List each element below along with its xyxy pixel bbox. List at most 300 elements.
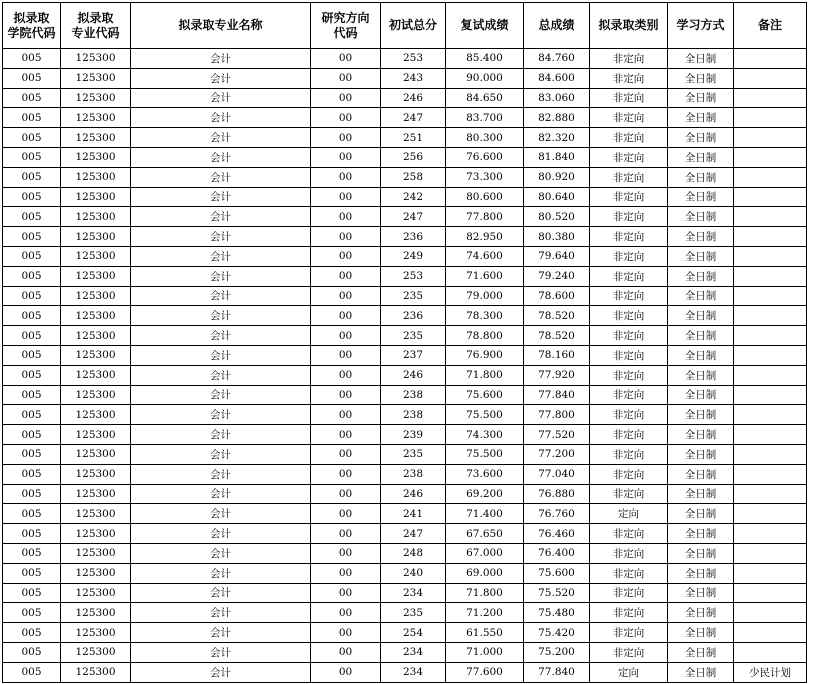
cell-total-score: 75.600 bbox=[524, 563, 590, 583]
cell-remarks bbox=[734, 345, 807, 365]
cell-major-code: 125300 bbox=[61, 49, 131, 69]
cell-retest-score: 78.800 bbox=[446, 326, 524, 346]
cell-remarks bbox=[734, 524, 807, 544]
cell-retest-score: 71.800 bbox=[446, 365, 524, 385]
header-prelim-total bbox=[381, 3, 446, 49]
cell-direction-code: 00 bbox=[311, 128, 381, 148]
cell-college-code: 005 bbox=[3, 385, 61, 405]
table-row bbox=[3, 207, 807, 227]
cell-major-code: 125300 bbox=[61, 504, 131, 524]
table-row bbox=[3, 623, 807, 643]
cell-major-name: 会计 bbox=[131, 484, 311, 504]
cell-total-score: 84.760 bbox=[524, 49, 590, 69]
header-total-score bbox=[524, 3, 590, 49]
cell-college-code: 005 bbox=[3, 583, 61, 603]
header-college-code-line: 学院代码 bbox=[7, 25, 56, 40]
cell-direction-code: 00 bbox=[311, 207, 381, 227]
cell-retest-score: 69.000 bbox=[446, 563, 524, 583]
cell-admission-type: 非定向 bbox=[590, 266, 668, 286]
header-major-code bbox=[61, 3, 131, 49]
cell-retest-score: 75.500 bbox=[446, 444, 524, 464]
cell-retest-score: 71.600 bbox=[446, 266, 524, 286]
cell-retest-score: 77.600 bbox=[446, 662, 524, 682]
cell-total-score: 76.460 bbox=[524, 524, 590, 544]
cell-direction-code: 00 bbox=[311, 504, 381, 524]
cell-remarks: 少民计划 bbox=[734, 662, 807, 682]
cell-study-mode: 全日制 bbox=[668, 405, 734, 425]
cell-major-name: 会计 bbox=[131, 583, 311, 603]
table-row bbox=[3, 405, 807, 425]
cell-major-code: 125300 bbox=[61, 563, 131, 583]
cell-major-code: 125300 bbox=[61, 405, 131, 425]
cell-college-code: 005 bbox=[3, 504, 61, 524]
cell-prelim-total: 256 bbox=[381, 147, 446, 167]
cell-total-score: 76.760 bbox=[524, 504, 590, 524]
cell-admission-type: 定向 bbox=[590, 662, 668, 682]
table-row bbox=[3, 524, 807, 544]
table-row bbox=[3, 286, 807, 306]
cell-college-code: 005 bbox=[3, 642, 61, 662]
table-row bbox=[3, 187, 807, 207]
cell-remarks bbox=[734, 147, 807, 167]
cell-major-code: 125300 bbox=[61, 484, 131, 504]
cell-total-score: 76.880 bbox=[524, 484, 590, 504]
cell-retest-score: 73.600 bbox=[446, 464, 524, 484]
cell-study-mode: 全日制 bbox=[668, 603, 734, 623]
cell-major-name: 会计 bbox=[131, 306, 311, 326]
cell-direction-code: 00 bbox=[311, 583, 381, 603]
cell-major-name: 会计 bbox=[131, 365, 311, 385]
table-row bbox=[3, 563, 807, 583]
cell-total-score: 78.600 bbox=[524, 286, 590, 306]
cell-major-name: 会计 bbox=[131, 49, 311, 69]
cell-total-score: 76.400 bbox=[524, 543, 590, 563]
cell-prelim-total: 239 bbox=[381, 425, 446, 445]
cell-prelim-total: 234 bbox=[381, 662, 446, 682]
cell-remarks bbox=[734, 227, 807, 247]
cell-study-mode: 全日制 bbox=[668, 484, 734, 504]
cell-major-name: 会计 bbox=[131, 345, 311, 365]
cell-study-mode: 全日制 bbox=[668, 306, 734, 326]
table-row bbox=[3, 484, 807, 504]
cell-major-name: 会计 bbox=[131, 662, 311, 682]
cell-college-code: 005 bbox=[3, 88, 61, 108]
cell-prelim-total: 249 bbox=[381, 246, 446, 266]
cell-direction-code: 00 bbox=[311, 246, 381, 266]
cell-study-mode: 全日制 bbox=[668, 563, 734, 583]
cell-retest-score: 90.000 bbox=[446, 68, 524, 88]
cell-study-mode: 全日制 bbox=[668, 266, 734, 286]
cell-total-score: 80.520 bbox=[524, 207, 590, 227]
cell-total-score: 75.200 bbox=[524, 642, 590, 662]
cell-admission-type: 非定向 bbox=[590, 167, 668, 187]
cell-total-score: 81.840 bbox=[524, 147, 590, 167]
header-remarks bbox=[734, 3, 807, 49]
cell-admission-type: 非定向 bbox=[590, 246, 668, 266]
cell-remarks bbox=[734, 444, 807, 464]
cell-admission-type: 非定向 bbox=[590, 425, 668, 445]
cell-prelim-total: 235 bbox=[381, 326, 446, 346]
cell-major-name: 会计 bbox=[131, 68, 311, 88]
cell-prelim-total: 246 bbox=[381, 365, 446, 385]
cell-total-score: 82.880 bbox=[524, 108, 590, 128]
cell-prelim-total: 242 bbox=[381, 187, 446, 207]
cell-remarks bbox=[734, 642, 807, 662]
cell-direction-code: 00 bbox=[311, 88, 381, 108]
cell-retest-score: 74.600 bbox=[446, 246, 524, 266]
cell-major-code: 125300 bbox=[61, 543, 131, 563]
cell-remarks bbox=[734, 623, 807, 643]
cell-college-code: 005 bbox=[3, 68, 61, 88]
cell-major-code: 125300 bbox=[61, 266, 131, 286]
cell-study-mode: 全日制 bbox=[668, 365, 734, 385]
cell-remarks bbox=[734, 49, 807, 69]
cell-admission-type: 非定向 bbox=[590, 108, 668, 128]
cell-retest-score: 85.400 bbox=[446, 49, 524, 69]
table-row bbox=[3, 147, 807, 167]
cell-major-name: 会计 bbox=[131, 246, 311, 266]
cell-college-code: 005 bbox=[3, 306, 61, 326]
admission-table bbox=[2, 2, 807, 683]
table-row bbox=[3, 583, 807, 603]
cell-college-code: 005 bbox=[3, 543, 61, 563]
cell-prelim-total: 235 bbox=[381, 603, 446, 623]
cell-prelim-total: 254 bbox=[381, 623, 446, 643]
cell-remarks bbox=[734, 88, 807, 108]
cell-college-code: 005 bbox=[3, 326, 61, 346]
cell-admission-type: 非定向 bbox=[590, 642, 668, 662]
table-header bbox=[3, 3, 807, 49]
cell-prelim-total: 234 bbox=[381, 642, 446, 662]
cell-college-code: 005 bbox=[3, 108, 61, 128]
header-direction-code-line: 研究方向 bbox=[321, 10, 370, 25]
cell-study-mode: 全日制 bbox=[668, 227, 734, 247]
header-major-code-line: 专业代码 bbox=[71, 25, 120, 40]
cell-retest-score: 61.550 bbox=[446, 623, 524, 643]
cell-major-name: 会计 bbox=[131, 207, 311, 227]
cell-study-mode: 全日制 bbox=[668, 246, 734, 266]
table-row bbox=[3, 425, 807, 445]
cell-total-score: 77.840 bbox=[524, 662, 590, 682]
cell-retest-score: 71.200 bbox=[446, 603, 524, 623]
cell-direction-code: 00 bbox=[311, 444, 381, 464]
cell-major-code: 125300 bbox=[61, 147, 131, 167]
cell-direction-code: 00 bbox=[311, 543, 381, 563]
table-row bbox=[3, 326, 807, 346]
cell-direction-code: 00 bbox=[311, 345, 381, 365]
table-row bbox=[3, 88, 807, 108]
cell-admission-type: 非定向 bbox=[590, 583, 668, 603]
cell-prelim-total: 248 bbox=[381, 543, 446, 563]
header-major-name bbox=[131, 3, 311, 49]
header-retest-score-line: 复试成绩 bbox=[460, 18, 509, 32]
table-row bbox=[3, 246, 807, 266]
cell-prelim-total: 234 bbox=[381, 583, 446, 603]
cell-total-score: 78.520 bbox=[524, 306, 590, 326]
cell-college-code: 005 bbox=[3, 425, 61, 445]
cell-college-code: 005 bbox=[3, 365, 61, 385]
cell-prelim-total: 243 bbox=[381, 68, 446, 88]
cell-admission-type: 非定向 bbox=[590, 128, 668, 148]
cell-college-code: 005 bbox=[3, 246, 61, 266]
cell-major-name: 会计 bbox=[131, 464, 311, 484]
cell-total-score: 78.160 bbox=[524, 345, 590, 365]
cell-study-mode: 全日制 bbox=[668, 345, 734, 365]
cell-total-score: 77.840 bbox=[524, 385, 590, 405]
cell-remarks bbox=[734, 464, 807, 484]
cell-admission-type: 非定向 bbox=[590, 444, 668, 464]
cell-prelim-total: 253 bbox=[381, 49, 446, 69]
cell-prelim-total: 247 bbox=[381, 207, 446, 227]
cell-retest-score: 78.300 bbox=[446, 306, 524, 326]
cell-major-code: 125300 bbox=[61, 385, 131, 405]
cell-retest-score: 71.400 bbox=[446, 504, 524, 524]
cell-major-code: 125300 bbox=[61, 524, 131, 544]
cell-study-mode: 全日制 bbox=[668, 504, 734, 524]
cell-admission-type: 非定向 bbox=[590, 88, 668, 108]
cell-retest-score: 75.500 bbox=[446, 405, 524, 425]
cell-total-score: 77.040 bbox=[524, 464, 590, 484]
table-row bbox=[3, 603, 807, 623]
cell-total-score: 80.380 bbox=[524, 227, 590, 247]
header-total-score-line: 总成绩 bbox=[538, 18, 575, 32]
cell-major-code: 125300 bbox=[61, 444, 131, 464]
table-row bbox=[3, 128, 807, 148]
cell-major-code: 125300 bbox=[61, 227, 131, 247]
cell-admission-type: 非定向 bbox=[590, 385, 668, 405]
cell-study-mode: 全日制 bbox=[668, 167, 734, 187]
header-study-mode bbox=[668, 3, 734, 49]
cell-total-score: 79.640 bbox=[524, 246, 590, 266]
header-direction-code-line: 代码 bbox=[333, 25, 358, 40]
cell-major-code: 125300 bbox=[61, 286, 131, 306]
table-row bbox=[3, 662, 807, 682]
cell-retest-score: 71.000 bbox=[446, 642, 524, 662]
cell-major-name: 会计 bbox=[131, 623, 311, 643]
cell-retest-score: 73.300 bbox=[446, 167, 524, 187]
table-row bbox=[3, 444, 807, 464]
cell-admission-type: 非定向 bbox=[590, 365, 668, 385]
cell-college-code: 005 bbox=[3, 464, 61, 484]
cell-study-mode: 全日制 bbox=[668, 524, 734, 544]
cell-remarks bbox=[734, 108, 807, 128]
cell-remarks bbox=[734, 68, 807, 88]
cell-major-name: 会计 bbox=[131, 187, 311, 207]
cell-college-code: 005 bbox=[3, 405, 61, 425]
cell-remarks bbox=[734, 187, 807, 207]
cell-admission-type: 非定向 bbox=[590, 68, 668, 88]
cell-major-name: 会计 bbox=[131, 425, 311, 445]
cell-study-mode: 全日制 bbox=[668, 128, 734, 148]
cell-major-code: 125300 bbox=[61, 207, 131, 227]
cell-direction-code: 00 bbox=[311, 642, 381, 662]
cell-major-code: 125300 bbox=[61, 603, 131, 623]
table-body bbox=[3, 49, 807, 683]
cell-major-code: 125300 bbox=[61, 128, 131, 148]
cell-major-code: 125300 bbox=[61, 88, 131, 108]
cell-remarks bbox=[734, 425, 807, 445]
table-row bbox=[3, 227, 807, 247]
cell-direction-code: 00 bbox=[311, 306, 381, 326]
cell-remarks bbox=[734, 603, 807, 623]
cell-remarks bbox=[734, 286, 807, 306]
cell-study-mode: 全日制 bbox=[668, 108, 734, 128]
cell-direction-code: 00 bbox=[311, 326, 381, 346]
cell-remarks bbox=[734, 365, 807, 385]
cell-remarks bbox=[734, 207, 807, 227]
cell-major-code: 125300 bbox=[61, 68, 131, 88]
cell-college-code: 005 bbox=[3, 484, 61, 504]
cell-study-mode: 全日制 bbox=[668, 187, 734, 207]
cell-admission-type: 非定向 bbox=[590, 326, 668, 346]
cell-remarks bbox=[734, 306, 807, 326]
cell-prelim-total: 241 bbox=[381, 504, 446, 524]
cell-major-name: 会计 bbox=[131, 128, 311, 148]
cell-study-mode: 全日制 bbox=[668, 444, 734, 464]
cell-direction-code: 00 bbox=[311, 187, 381, 207]
cell-prelim-total: 238 bbox=[381, 464, 446, 484]
cell-major-code: 125300 bbox=[61, 326, 131, 346]
cell-college-code: 005 bbox=[3, 187, 61, 207]
cell-direction-code: 00 bbox=[311, 464, 381, 484]
cell-major-code: 125300 bbox=[61, 108, 131, 128]
cell-retest-score: 82.950 bbox=[446, 227, 524, 247]
cell-major-name: 会计 bbox=[131, 326, 311, 346]
cell-retest-score: 67.650 bbox=[446, 524, 524, 544]
cell-major-code: 125300 bbox=[61, 623, 131, 643]
table-row bbox=[3, 108, 807, 128]
cell-remarks bbox=[734, 563, 807, 583]
cell-prelim-total: 247 bbox=[381, 108, 446, 128]
cell-total-score: 75.520 bbox=[524, 583, 590, 603]
cell-retest-score: 77.800 bbox=[446, 207, 524, 227]
cell-college-code: 005 bbox=[3, 662, 61, 682]
cell-retest-score: 69.200 bbox=[446, 484, 524, 504]
cell-major-name: 会计 bbox=[131, 266, 311, 286]
cell-admission-type: 非定向 bbox=[590, 286, 668, 306]
cell-prelim-total: 258 bbox=[381, 167, 446, 187]
cell-remarks bbox=[734, 246, 807, 266]
header-college-code-line: 拟录取 bbox=[13, 10, 50, 25]
cell-major-code: 125300 bbox=[61, 306, 131, 326]
cell-direction-code: 00 bbox=[311, 147, 381, 167]
cell-total-score: 75.420 bbox=[524, 623, 590, 643]
cell-admission-type: 非定向 bbox=[590, 227, 668, 247]
cell-major-code: 125300 bbox=[61, 246, 131, 266]
header-retest-score bbox=[446, 3, 524, 49]
cell-total-score: 77.800 bbox=[524, 405, 590, 425]
cell-total-score: 80.920 bbox=[524, 167, 590, 187]
cell-retest-score: 67.000 bbox=[446, 543, 524, 563]
cell-college-code: 005 bbox=[3, 147, 61, 167]
cell-major-name: 会计 bbox=[131, 385, 311, 405]
header-study-mode-line: 学习方式 bbox=[676, 18, 725, 32]
cell-college-code: 005 bbox=[3, 524, 61, 544]
cell-major-name: 会计 bbox=[131, 642, 311, 662]
cell-major-code: 125300 bbox=[61, 425, 131, 445]
cell-remarks bbox=[734, 167, 807, 187]
cell-remarks bbox=[734, 543, 807, 563]
cell-prelim-total: 237 bbox=[381, 345, 446, 365]
cell-prelim-total: 240 bbox=[381, 563, 446, 583]
cell-college-code: 005 bbox=[3, 128, 61, 148]
cell-major-code: 125300 bbox=[61, 345, 131, 365]
cell-major-name: 会计 bbox=[131, 524, 311, 544]
cell-remarks bbox=[734, 405, 807, 425]
cell-college-code: 005 bbox=[3, 207, 61, 227]
cell-admission-type: 非定向 bbox=[590, 484, 668, 504]
table-row bbox=[3, 504, 807, 524]
cell-total-score: 77.200 bbox=[524, 444, 590, 464]
cell-major-name: 会计 bbox=[131, 286, 311, 306]
cell-direction-code: 00 bbox=[311, 563, 381, 583]
header-row bbox=[3, 3, 807, 49]
cell-college-code: 005 bbox=[3, 167, 61, 187]
table-row bbox=[3, 167, 807, 187]
table-row bbox=[3, 266, 807, 286]
cell-total-score: 80.640 bbox=[524, 187, 590, 207]
cell-admission-type: 定向 bbox=[590, 504, 668, 524]
cell-major-name: 会计 bbox=[131, 405, 311, 425]
table-row bbox=[3, 49, 807, 69]
cell-direction-code: 00 bbox=[311, 167, 381, 187]
header-major-name-line: 拟录取专业名称 bbox=[178, 18, 263, 32]
cell-total-score: 82.320 bbox=[524, 128, 590, 148]
cell-total-score: 77.520 bbox=[524, 425, 590, 445]
cell-major-code: 125300 bbox=[61, 583, 131, 603]
cell-retest-score: 80.600 bbox=[446, 187, 524, 207]
cell-major-name: 会计 bbox=[131, 227, 311, 247]
cell-direction-code: 00 bbox=[311, 49, 381, 69]
cell-college-code: 005 bbox=[3, 49, 61, 69]
cell-major-code: 125300 bbox=[61, 464, 131, 484]
cell-study-mode: 全日制 bbox=[668, 286, 734, 306]
cell-direction-code: 00 bbox=[311, 227, 381, 247]
cell-major-code: 125300 bbox=[61, 365, 131, 385]
cell-major-name: 会计 bbox=[131, 167, 311, 187]
cell-prelim-total: 251 bbox=[381, 128, 446, 148]
cell-prelim-total: 236 bbox=[381, 306, 446, 326]
cell-admission-type: 非定向 bbox=[590, 207, 668, 227]
cell-admission-type: 非定向 bbox=[590, 306, 668, 326]
cell-direction-code: 00 bbox=[311, 484, 381, 504]
header-direction-code bbox=[311, 3, 381, 49]
cell-remarks bbox=[734, 266, 807, 286]
header-admission-type-line: 拟录取类别 bbox=[598, 18, 659, 32]
header-remarks-line: 备注 bbox=[757, 18, 782, 32]
header-admission-type bbox=[590, 3, 668, 49]
cell-prelim-total: 236 bbox=[381, 227, 446, 247]
cell-study-mode: 全日制 bbox=[668, 543, 734, 563]
cell-admission-type: 非定向 bbox=[590, 603, 668, 623]
cell-major-code: 125300 bbox=[61, 642, 131, 662]
header-prelim-total-line: 初试总分 bbox=[388, 18, 437, 32]
cell-remarks bbox=[734, 484, 807, 504]
cell-study-mode: 全日制 bbox=[668, 88, 734, 108]
cell-study-mode: 全日制 bbox=[668, 662, 734, 682]
table-row bbox=[3, 642, 807, 662]
cell-remarks bbox=[734, 385, 807, 405]
cell-college-code: 005 bbox=[3, 266, 61, 286]
cell-admission-type: 非定向 bbox=[590, 49, 668, 69]
cell-college-code: 005 bbox=[3, 623, 61, 643]
cell-retest-score: 83.700 bbox=[446, 108, 524, 128]
table-row bbox=[3, 68, 807, 88]
table-row bbox=[3, 365, 807, 385]
cell-major-name: 会计 bbox=[131, 147, 311, 167]
cell-college-code: 005 bbox=[3, 227, 61, 247]
cell-retest-score: 79.000 bbox=[446, 286, 524, 306]
